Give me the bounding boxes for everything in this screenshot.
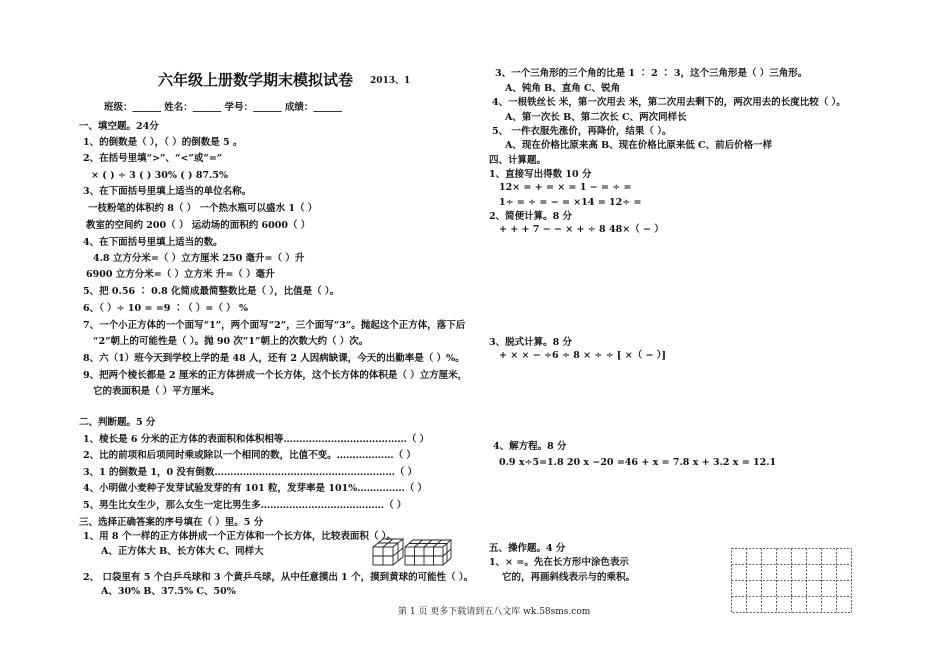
question-line: 1÷ = ÷ = − = ×14 = 12÷ = [499,197,642,208]
question-line: 1、的倒数是（ ），（ ）的倒数是 5 。 [83,137,243,148]
question-line: 1、棱长是 6 分米的正方体的表面积和体积相等…………………………………（ ） [83,434,430,445]
question-line: 6、（ ）÷ 10 = =9 ∶（ ）=（ ） % [83,303,249,314]
question-line: A、钝角 B、直角 C、锐角 [505,83,621,94]
question-line: 3、1 的倒数是 1，0 没有倒数…………………………………………………（ ） [83,467,418,478]
question-line: 它的，再画斜线表示与的乘积。 [502,572,636,583]
question-line: + + + 7 − − × + ÷ 8 48×（ − ） [499,224,664,235]
question-line: 9、把两个棱长都是 2 厘米的正方体拼成一个长方体，这个长方体的体积是（ ）立方厘米， [83,370,468,381]
cuboid-figure [404,537,454,567]
question-line: 5、 一件衣服先涨价，再降价，结果（ ）。 [492,126,672,137]
question-line: A、现在价格比原来高 B、现在价格比原来低 C、前后价格一样 [505,140,773,151]
section-operation: 五、操作题。4 分 [489,543,566,554]
question-line: A、正方体大 B、长方体大 C、同样大 [101,546,264,557]
cube-figure [372,537,406,567]
question-line: 6900 立方分米=（ ）立方米 升=（ ）毫升 [86,269,275,280]
question-line: 5、把 0.56 ∶ 0.8 化简成最简整数比是（ ），比值是（ ）。 [83,286,340,297]
question-line: 3、脱式计算。8 分 [489,337,573,348]
question-line: A、30% B、37.5% C、50% [101,586,236,597]
question-line: 1、× =。先在长方形中涂色表示 [489,557,629,568]
question-line: 1、用 8 个一样的正方体拼成一个正方体和一个长方体，比较表面积（ ）。 [83,531,396,542]
question-line: 4、一根铁丝长 米，第一次用去 米，第二次用去剩下的，两次用去的长度比较（ ）。 [492,97,846,108]
question-line: 4.8 立方分米=（ ）立方厘米 250 毫升=（ ）升 [93,253,305,264]
question-line: 3、在下面括号里填上适当的单位名称。 [83,186,252,197]
shading-grid [731,548,852,614]
question-line: 7、一个小正方体的一个面写“1”，两个面写“2”，三个面写“3”。抛起这个正方体，落下后 [83,320,466,331]
question-line: 8、六（1）班今天到学校上学的是 48 人，还有 2 人因病缺课，今天的出勤率是（ ）%。 [83,353,465,364]
question-line: 教室的空间约 200（ ） 运动场的面积约 6000（ ） [86,220,311,231]
question-line: 2、在括号里填“>”、“<”或“=” [83,153,223,164]
question-line: 一枝粉笔的体积约 8（ ） 一个热水瓶可以盛水 1（ ） [88,203,318,214]
question-line: 5、男生比女生少，那么女生一定比男生多…………………………………（ ） [83,500,407,511]
section-calculate: 四、计算题。 [489,155,547,166]
question-line: 1、直接写出得数 10 分 [489,169,592,180]
question-line: 它的表面积是（ ）平方厘米。 [93,386,220,397]
exam-year: 2013、1 [370,76,411,86]
question-line: 0.9 x÷5=1.8 20 x −20 =46 + x = 7.8 x + 3.2 x = 12.1 [499,457,777,468]
question-line: + × × − ÷6 ÷ 8 × ÷ ÷ [ ×（ − ）] [499,350,667,361]
section-judge: 二、判断题。5 分 [79,417,156,428]
question-line: 2、简便计算。8 分 [489,211,573,222]
section-choice: 三、选择正确答案的序号填在（ ）里。5 分 [79,517,264,528]
page-footer: 第 1 页 更多下载请到五八文库 wk.58sms.com [398,607,591,617]
question-line: 3、一个三角形的三个角的比是 1 ∶ 2 ∶ 3，这个三角形是（ ）三角形。 [495,68,808,79]
question-line: 4、小明做小麦种子发芽试验发芽的有 101 粒，发芽率是 101%……………（ ） [83,483,428,494]
question-line: 4、解方程。8 分 [493,441,567,452]
question-line: 2、 口袋里有 5 个白乒乓球和 3 个黄乒乓球，从中任意摸出 1 个，摸到黄球的可能性（ ）。 [83,572,474,583]
question-line: 4、在下面括号里填上适当的数。 [83,237,223,248]
student-info: 班级：______ 姓名：______ 学号：______ 成绩：______ [104,102,342,113]
question-line: 12× = + = × = 1 − = ÷ = [499,182,632,193]
question-line: × ( ) ÷ 3 ( ) 30% ( ) 87.5% [91,170,228,181]
exam-title: 六年级上册数学期末模拟试卷 [158,71,354,89]
question-line: A、第一次长 B、第二次长 C、两次同样长 [505,112,687,123]
section-fill-blank: 一、填空题。24分 [79,121,159,132]
question-line: “2”朝上的可能性是（ ）。抛 90 次“1”朝上的次数大约（ ）次。 [93,336,369,347]
question-line: 2、比的前项和后项同时乘或除以一个相同的数，比值不变。………………（ ） [83,450,416,461]
